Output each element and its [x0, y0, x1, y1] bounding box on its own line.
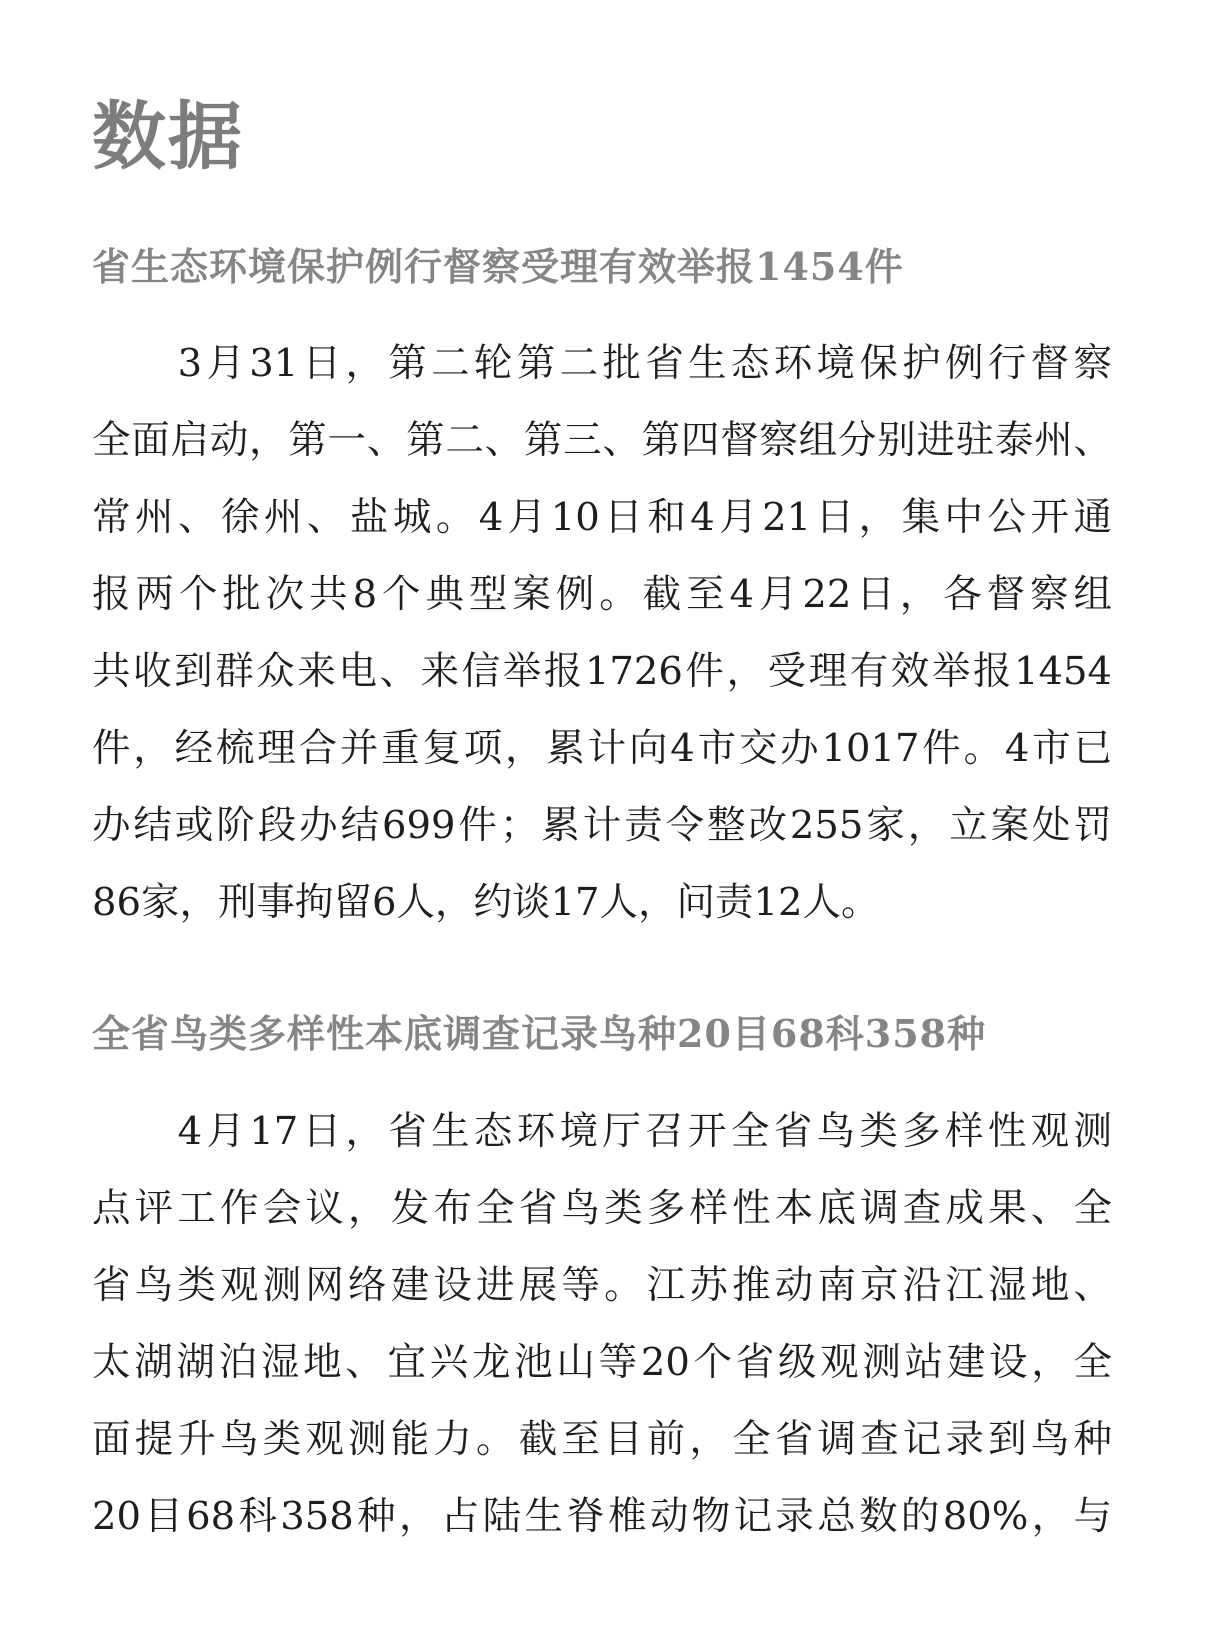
- paragraph-line: 太湖湖泊湿地、宜兴龙池山等20个省级观测站建设，全: [92, 1340, 1112, 1385]
- paragraph-line: 4月17日，省生态环境厅召开全省鸟类多样性观测: [92, 1109, 1112, 1154]
- paragraph-line: 3月31日，第二轮第二批省生态环境保护例行督察: [92, 341, 1112, 386]
- paragraph-line: 86家，刑事拘留6人，约谈17人，问责12人。: [92, 880, 880, 925]
- paragraph-line: 面提升鸟类观测能力。截至目前，全省调查记录到鸟种: [92, 1417, 1112, 1462]
- paragraph-line: 20目68科358种，占陆生脊椎动物记录总数的80%，与: [92, 1494, 1112, 1539]
- paragraph-line: 省鸟类观测网络建设进展等。江苏推动南京沿江湿地、: [92, 1263, 1112, 1308]
- section-heading-bird-survey: 全省鸟类多样性本底调查记录鸟种20目68科358种: [92, 1011, 987, 1056]
- paragraph-line: 常州、徐州、盐城。4月10日和4月21日，集中公开通: [92, 495, 1112, 540]
- page-title: 数据: [92, 94, 244, 180]
- paragraph-line: 共收到群众来电、来信举报1726件，受理有效举报1454: [92, 649, 1112, 694]
- paragraph-line: 报两个批次共8个典型案例。截至4月22日，各督察组: [92, 572, 1112, 617]
- paragraph-line: 点评工作会议，发布全省鸟类多样性本底调查成果、全: [92, 1186, 1112, 1231]
- paragraph-inspection-report: [92, 325, 1112, 941]
- paragraph-bird-survey: [92, 1093, 1112, 1555]
- section-heading-report: 省生态环境保护例行督察受理有效举报1454件: [92, 244, 904, 289]
- paragraph-line: 办结或阶段办结699件；累计责令整改255家，立案处罚: [92, 803, 1112, 848]
- paragraph-line: 件，经梳理合并重复项，累计向4市交办1017件。4市已: [92, 726, 1112, 771]
- paragraph-line: 全面启动，第一、第二、第三、第四督察组分别进驻泰州、: [92, 418, 1112, 463]
